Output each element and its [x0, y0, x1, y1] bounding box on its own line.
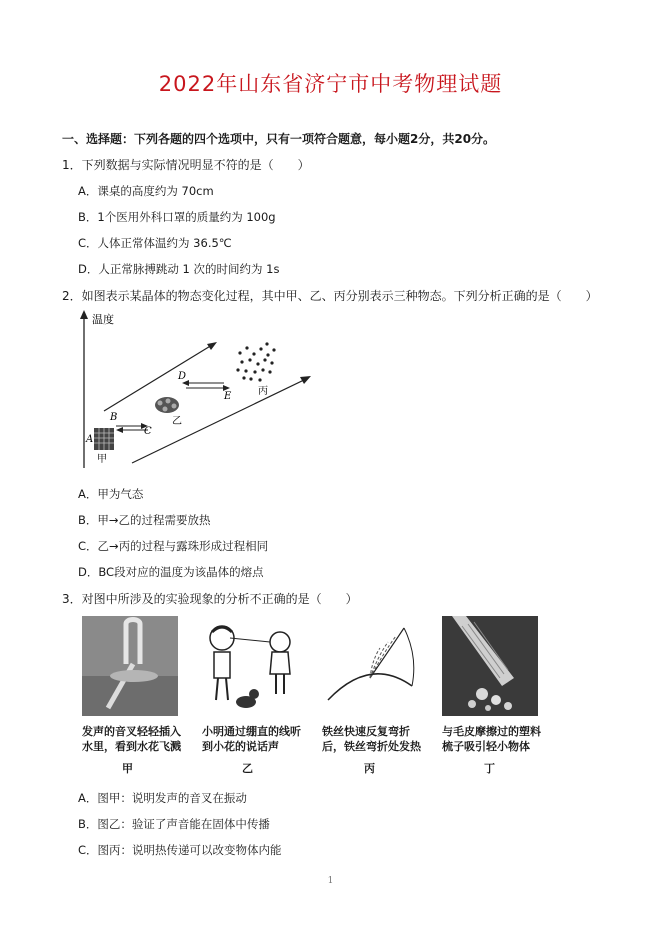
question-1-stem: 1．下列数据与实际情况明显不符的是（ ）: [62, 158, 310, 172]
liquid-state-blob: [155, 397, 179, 413]
question-1-option-d: D．人正常脉搏跳动 1 次的时间约为 1s: [78, 262, 280, 276]
question-1-option-c: C．人体正常体温约为 36.5℃: [78, 236, 232, 250]
bent-wire-drawing: [322, 616, 418, 716]
point-e-label: E: [224, 391, 232, 402]
question-2-option-c: C．乙→丙的过程与露珠形成过程相同: [78, 539, 269, 553]
question-2-stem: 2．如图表示某晶体的物态变化过程，其中甲、乙、丙分别表示三种物态。下列分析正确的是（ ）: [62, 289, 598, 303]
state-bing-label: 丙: [258, 386, 268, 397]
photo-bing-label: 丙: [364, 762, 375, 775]
point-a-label: A: [86, 434, 94, 445]
gas-state-dots: [236, 342, 275, 381]
y-axis-label: 温度: [92, 313, 114, 326]
state-yi-label: 乙: [172, 416, 182, 427]
section-heading: 一、选择题：下列各题的四个选项中，只有一项符合题意，每小题2分，共20分。: [62, 132, 496, 146]
photo-jia-label: 甲: [122, 762, 133, 775]
page-number: 1: [327, 876, 334, 886]
state-jia-label: 甲: [97, 454, 107, 465]
experiment-photos: [82, 616, 541, 781]
question-2-option-b: B．甲→乙的过程需要放热: [78, 513, 211, 527]
comb-photo: [442, 616, 538, 716]
photo-yi-caption: 小明通过绷直的线听到小花的说话声: [202, 725, 301, 753]
question-3-option-c: C．图丙：说明热传递可以改变物体内能: [78, 843, 282, 857]
photo-yi-label: 乙: [242, 762, 253, 775]
question-2-option-d: D．BC段对应的温度为该晶体的熔点: [78, 565, 264, 579]
tuning-fork-photo: [82, 616, 178, 716]
question-1-option-a: A．课桌的高度约为 70cm: [78, 184, 214, 198]
photo-bing-caption: 铁丝快速反复弯折后，铁丝弯折处发热: [322, 725, 421, 753]
point-d-label: D: [178, 371, 187, 382]
question-2-option-a: A．甲为气态: [78, 487, 144, 501]
point-c-label: C: [144, 426, 152, 437]
photo-ding-caption: 与毛皮摩擦过的塑料梳子吸引轻小物体: [442, 725, 541, 753]
string-telephone-drawing: [200, 616, 296, 716]
photo-ding-label: 丁: [484, 762, 495, 775]
point-b-label: B: [110, 412, 118, 423]
y-axis-arrow: [80, 310, 88, 319]
lower-diagonal-arrow: [132, 379, 306, 463]
question-1-option-b: B．1个医用外科口罩的质量约为 100g: [78, 210, 276, 224]
solid-state-block: [94, 428, 114, 450]
phase-change-diagram: [74, 308, 334, 478]
question-3-stem: 3．对图中所涉及的实验现象的分析不正确的是（ ）: [62, 592, 358, 606]
page-title: 2022年山东省济宁市中考物理试题: [158, 72, 503, 96]
question-3-option-b: B．图乙：验证了声音能在固体中传播: [78, 817, 270, 831]
question-3-option-a: A．图甲：说明发声的音叉在振动: [78, 791, 247, 805]
photo-jia-caption: 发声的音叉轻轻插入水里，看到水花飞溅: [82, 725, 181, 753]
